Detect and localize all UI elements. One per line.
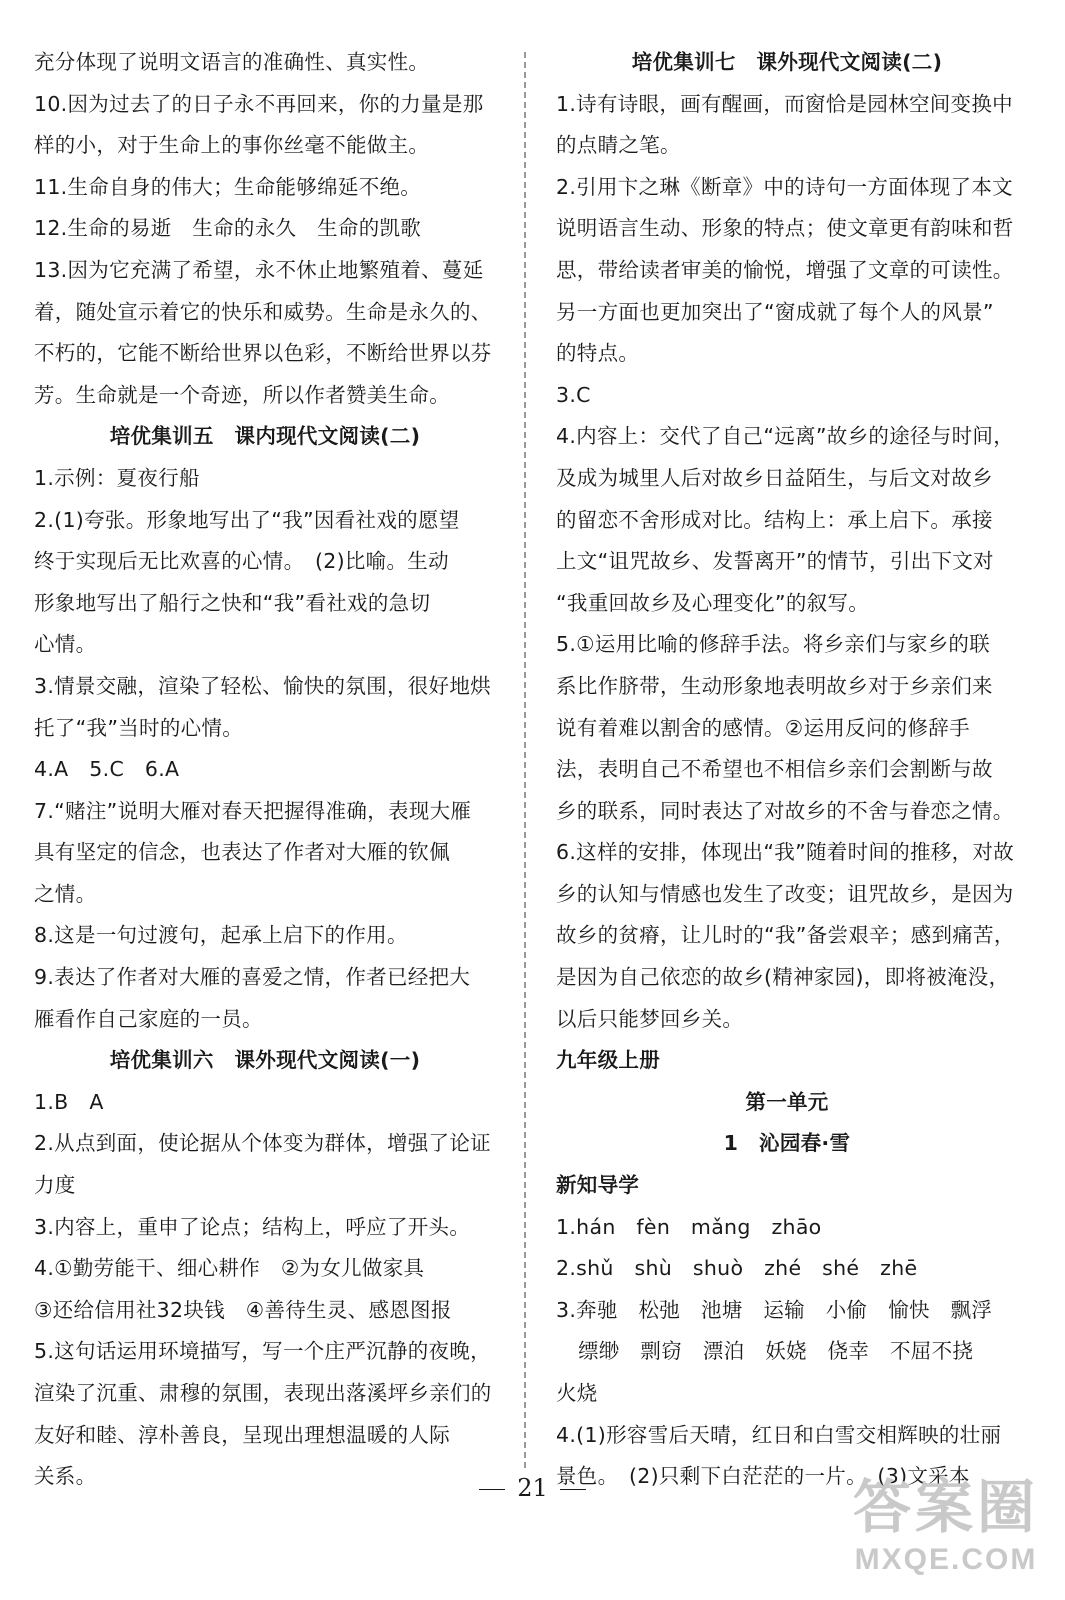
answer-line: 乡的联系，同时表达了对故乡的不舍与眷恋之情。: [556, 798, 1014, 823]
answer-line: 1.诗有诗眼，画有醒画，而窗恰是园林空间变换中: [556, 91, 1013, 116]
answer-line: 芳。生命就是一个奇迹，所以作者赞美生命。: [34, 382, 450, 407]
watermark: [841, 1472, 1051, 1594]
answer-line: 的特点。: [556, 341, 640, 366]
answer-line: 说明语言生动、形象的特点；使文章更有韵味和哲: [556, 216, 1014, 241]
watermark-logo: 答案圈: [852, 1473, 1039, 1541]
answer-line: 缥缈 剽窃 漂泊 妖娆 侥幸 不屈不挠: [578, 1339, 974, 1364]
answer-line: 充分体现了说明文语言的准确性、真实性。: [34, 50, 430, 74]
answer-line: 8.这是一句过渡句，起承上启下的作用。: [34, 923, 408, 948]
answer-line: 之情。: [34, 881, 97, 906]
answer-line: 力度: [34, 1173, 76, 1198]
lesson-heading: 1 沁园春·雪: [723, 1131, 851, 1156]
answer-line: “我重回故乡及心理变化”的叙写。: [556, 590, 870, 615]
answer-line: 4.(1)形容雪后天晴，红日和白雪交相辉映的壮丽: [556, 1422, 1002, 1447]
answer-line: 样的小，对于生命上的事你丝毫不能做主。: [34, 133, 430, 158]
answer-line: 3.C: [556, 382, 591, 407]
answer-line: 3.奔驰 松弛 池塘 运输 小偷 愉快 飘浮: [556, 1297, 993, 1322]
page-number-value: 21: [517, 1474, 548, 1502]
answer-line: 12.生命的易逝 生命的永久 生命的凯歌: [34, 216, 422, 241]
answer-line: 雁看作自己家庭的一员。: [34, 1006, 263, 1031]
answer-line: 不朽的，它能不断给世界以色彩，不断给世界以芬: [34, 341, 492, 366]
answer-line: 关系。: [34, 1464, 97, 1489]
left-column: [34, 42, 496, 1498]
answer-line: 思，带给读者审美的愉悦，增强了文章的可读性。: [556, 257, 1014, 282]
answer-line: 心情。: [34, 632, 97, 657]
section-heading: 培优集训七 课外现代文阅读(二): [631, 50, 943, 74]
answer-line: 具有坚定的信念，也表达了作者对大雁的钦佩: [34, 840, 450, 865]
answer-line: 法，表明自己不希望也不相信乡亲们会割断与故: [556, 757, 993, 782]
answer-line: 乡的认知与情感也发生了改变；诅咒故乡，是因为: [556, 881, 1014, 906]
answer-line: 3.情景交融，渲染了轻松、愉快的氛围，很好地烘: [34, 673, 491, 698]
answer-line: 4.①勤劳能干、细心耕作 ②为女儿做家具: [34, 1256, 425, 1281]
answer-line: 另一方面也更加突出了“窗成就了每个人的风景”: [556, 299, 994, 324]
answer-line: ③还给信用社32块钱 ④善待生灵、感恩图报: [34, 1297, 452, 1322]
answer-line: 形象地写出了船行之快和“我”看社戏的急切: [34, 590, 431, 615]
answer-line: 说有着难以割舍的感情。②运用反问的修辞手: [556, 715, 970, 740]
answer-line: 及成为城里人后对故乡日益陌生，与后文对故乡: [556, 465, 993, 490]
answer-line: 着，随处宣示着它的快乐和威势。生命是永久的、: [34, 299, 492, 324]
answer-line: 友好和睦、淳朴善良，呈现出理想温暖的人际: [34, 1422, 450, 1447]
page-number-dash-left: [479, 1489, 505, 1490]
answer-line: 3.内容上，重申了论点；结构上，呼应了开头。: [34, 1214, 471, 1239]
subsection-heading: 新知导学: [556, 1173, 640, 1198]
answer-line: 景色。 (2)只剩下白茫茫的一片。 (3)文采本: [556, 1464, 970, 1489]
answer-line: 1.B A: [34, 1089, 104, 1114]
answer-line: 7.“赌注”说明大雁对春天把握得准确，表现大雁: [34, 798, 472, 823]
answer-line: 故乡的贫瘠，让儿时的“我”备尝艰辛；感到痛苦，: [556, 923, 1015, 948]
answer-line: 渲染了沉重、肃穆的氛围，表现出落溪坪乡亲们的: [34, 1381, 492, 1405]
answer-line: 2.shǔ shù shuò zhé shé zhē: [556, 1256, 918, 1281]
answer-line: 1.hán fèn mǎng zhāo: [556, 1214, 822, 1239]
answer-line: 以后只能梦回乡关。: [556, 1006, 744, 1031]
answer-line: 火烧: [556, 1381, 598, 1405]
answer-line: 5.①运用比喻的修辞手法。将乡亲们与家乡的联: [556, 632, 991, 657]
answer-line: 2.引用卞之琳《断章》中的诗句一方面体现了本文: [556, 174, 1013, 199]
answer-line: 4.A 5.C 6.A: [34, 757, 180, 782]
unit-heading: 第一单元: [745, 1089, 829, 1114]
answer-line: 终于实现后无比欢喜的心情。 (2)比喻。生动: [34, 549, 449, 574]
answer-line: 4.内容上：交代了自己“远离”故乡的途径与时间，: [556, 424, 1014, 449]
answer-line: 5.这句话运用环境描写，写一个庄严沉静的夜晚，: [34, 1339, 491, 1364]
answer-line: 6.这样的安排，体现出“我”随着时间的推移，对故: [556, 840, 1014, 865]
section-heading: 培优集训五 课内现代文阅读(二): [109, 424, 421, 449]
watermark-url: MXQE.COM: [854, 1543, 1038, 1576]
answer-line: 的留恋不舍形成对比。结构上：承上启下。承接: [556, 507, 993, 532]
answer-line: 13.因为它充满了希望，永不休止地繁殖着、蔓延: [34, 257, 484, 282]
column-divider: [524, 52, 526, 1468]
grade-heading: 九年级上册: [556, 1048, 660, 1073]
answer-line: 1.示例：夏夜行船: [34, 465, 200, 490]
answer-line: 的点睛之笔。: [556, 133, 681, 158]
answer-line: 托了“我”当时的心情。: [34, 715, 244, 740]
answer-line: 是因为自己依恋的故乡(精神家园)，即将被淹没，: [556, 965, 1010, 990]
answer-line: 上文“诅咒故乡、发誓离开”的情节，引出下文对: [556, 549, 994, 574]
answer-line: 11.生命自身的伟大；生命能够绵延不绝。: [34, 174, 422, 199]
answer-line: 系比作脐带，生动形象地表明故乡对于乡亲们来: [556, 673, 993, 698]
answer-line: 10.因为过去了的日子永不再回来，你的力量是那: [34, 91, 484, 116]
page-number-dash-right: [560, 1489, 586, 1490]
answer-line: 2.从点到面，使论据从个体变为群体，增强了论证: [34, 1131, 491, 1156]
section-heading: 培优集训六 课外现代文阅读(一): [109, 1048, 421, 1073]
right-column: [556, 42, 1018, 1498]
answer-line: 9.表达了作者对大雁的喜爱之情，作者已经把大: [34, 965, 471, 990]
answer-line: 2.(1)夸张。形象地写出了“我”因看社戏的愿望: [34, 507, 460, 532]
